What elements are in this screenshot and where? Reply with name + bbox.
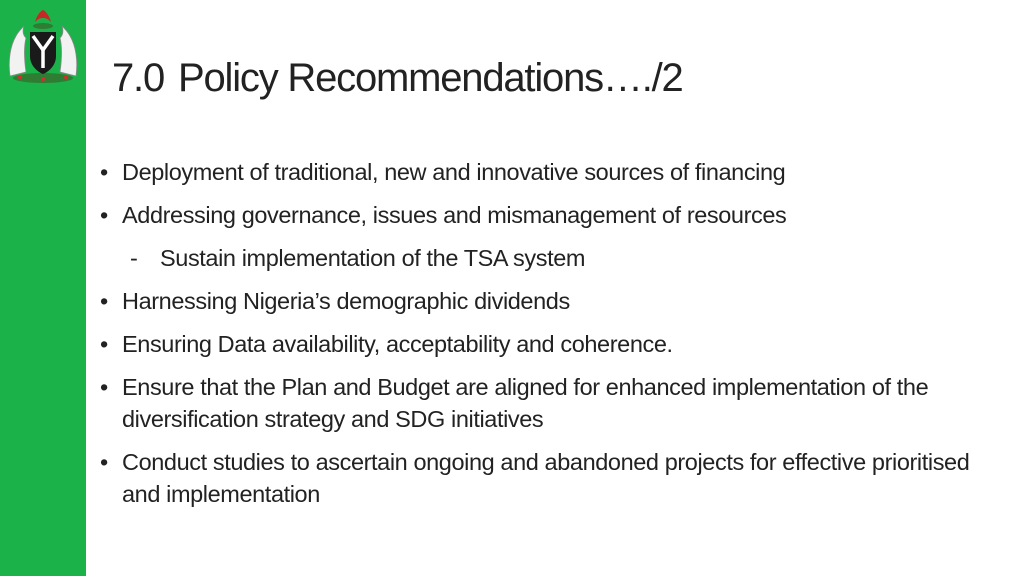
title-number: 7.0 bbox=[112, 56, 165, 100]
bullet-text: Conduct studies to ascertain ongoing and abandoned projects for effective prioritised and implementation bbox=[122, 449, 970, 507]
bullet-marker: • bbox=[100, 331, 108, 357]
bullet-text: Harnessing Nigeria’s demographic dividends bbox=[122, 288, 570, 314]
bullet-text: Ensuring Data availability, acceptability and coherence. bbox=[122, 331, 673, 357]
bullet-item bbox=[100, 328, 1000, 360]
bullet-marker: • bbox=[100, 449, 108, 475]
bullet-marker: • bbox=[100, 202, 108, 228]
bullet-text: Deployment of traditional, new and innovative sources of financing bbox=[122, 159, 786, 185]
bullet-text: Addressing governance, issues and mismanagement of resources bbox=[122, 202, 787, 228]
bullet-text: Ensure that the Plan and Budget are aligned for enhanced implementation of the diversification strategy and SDG initiatives bbox=[122, 374, 929, 432]
bullet-item bbox=[100, 199, 1000, 231]
slide-title bbox=[112, 56, 683, 101]
sub-bullet-text: Sustain implementation of the TSA system bbox=[160, 245, 586, 271]
bullet-item bbox=[100, 156, 1000, 188]
bullet-marker: • bbox=[100, 288, 108, 314]
bullet-item bbox=[100, 446, 1000, 510]
bullet-marker: • bbox=[100, 374, 108, 400]
sub-bullet-marker: - bbox=[130, 245, 138, 271]
bullet-list bbox=[100, 156, 1000, 521]
bullet-item bbox=[100, 285, 1000, 317]
bullet-item bbox=[100, 371, 1000, 435]
bullet-marker: • bbox=[100, 159, 108, 185]
green-side-bar bbox=[0, 0, 86, 576]
sub-bullet-item bbox=[100, 242, 1000, 274]
title-text: Policy Recommendations…./2 bbox=[178, 56, 683, 100]
nigeria-coat-of-arms-icon bbox=[2, 6, 84, 86]
